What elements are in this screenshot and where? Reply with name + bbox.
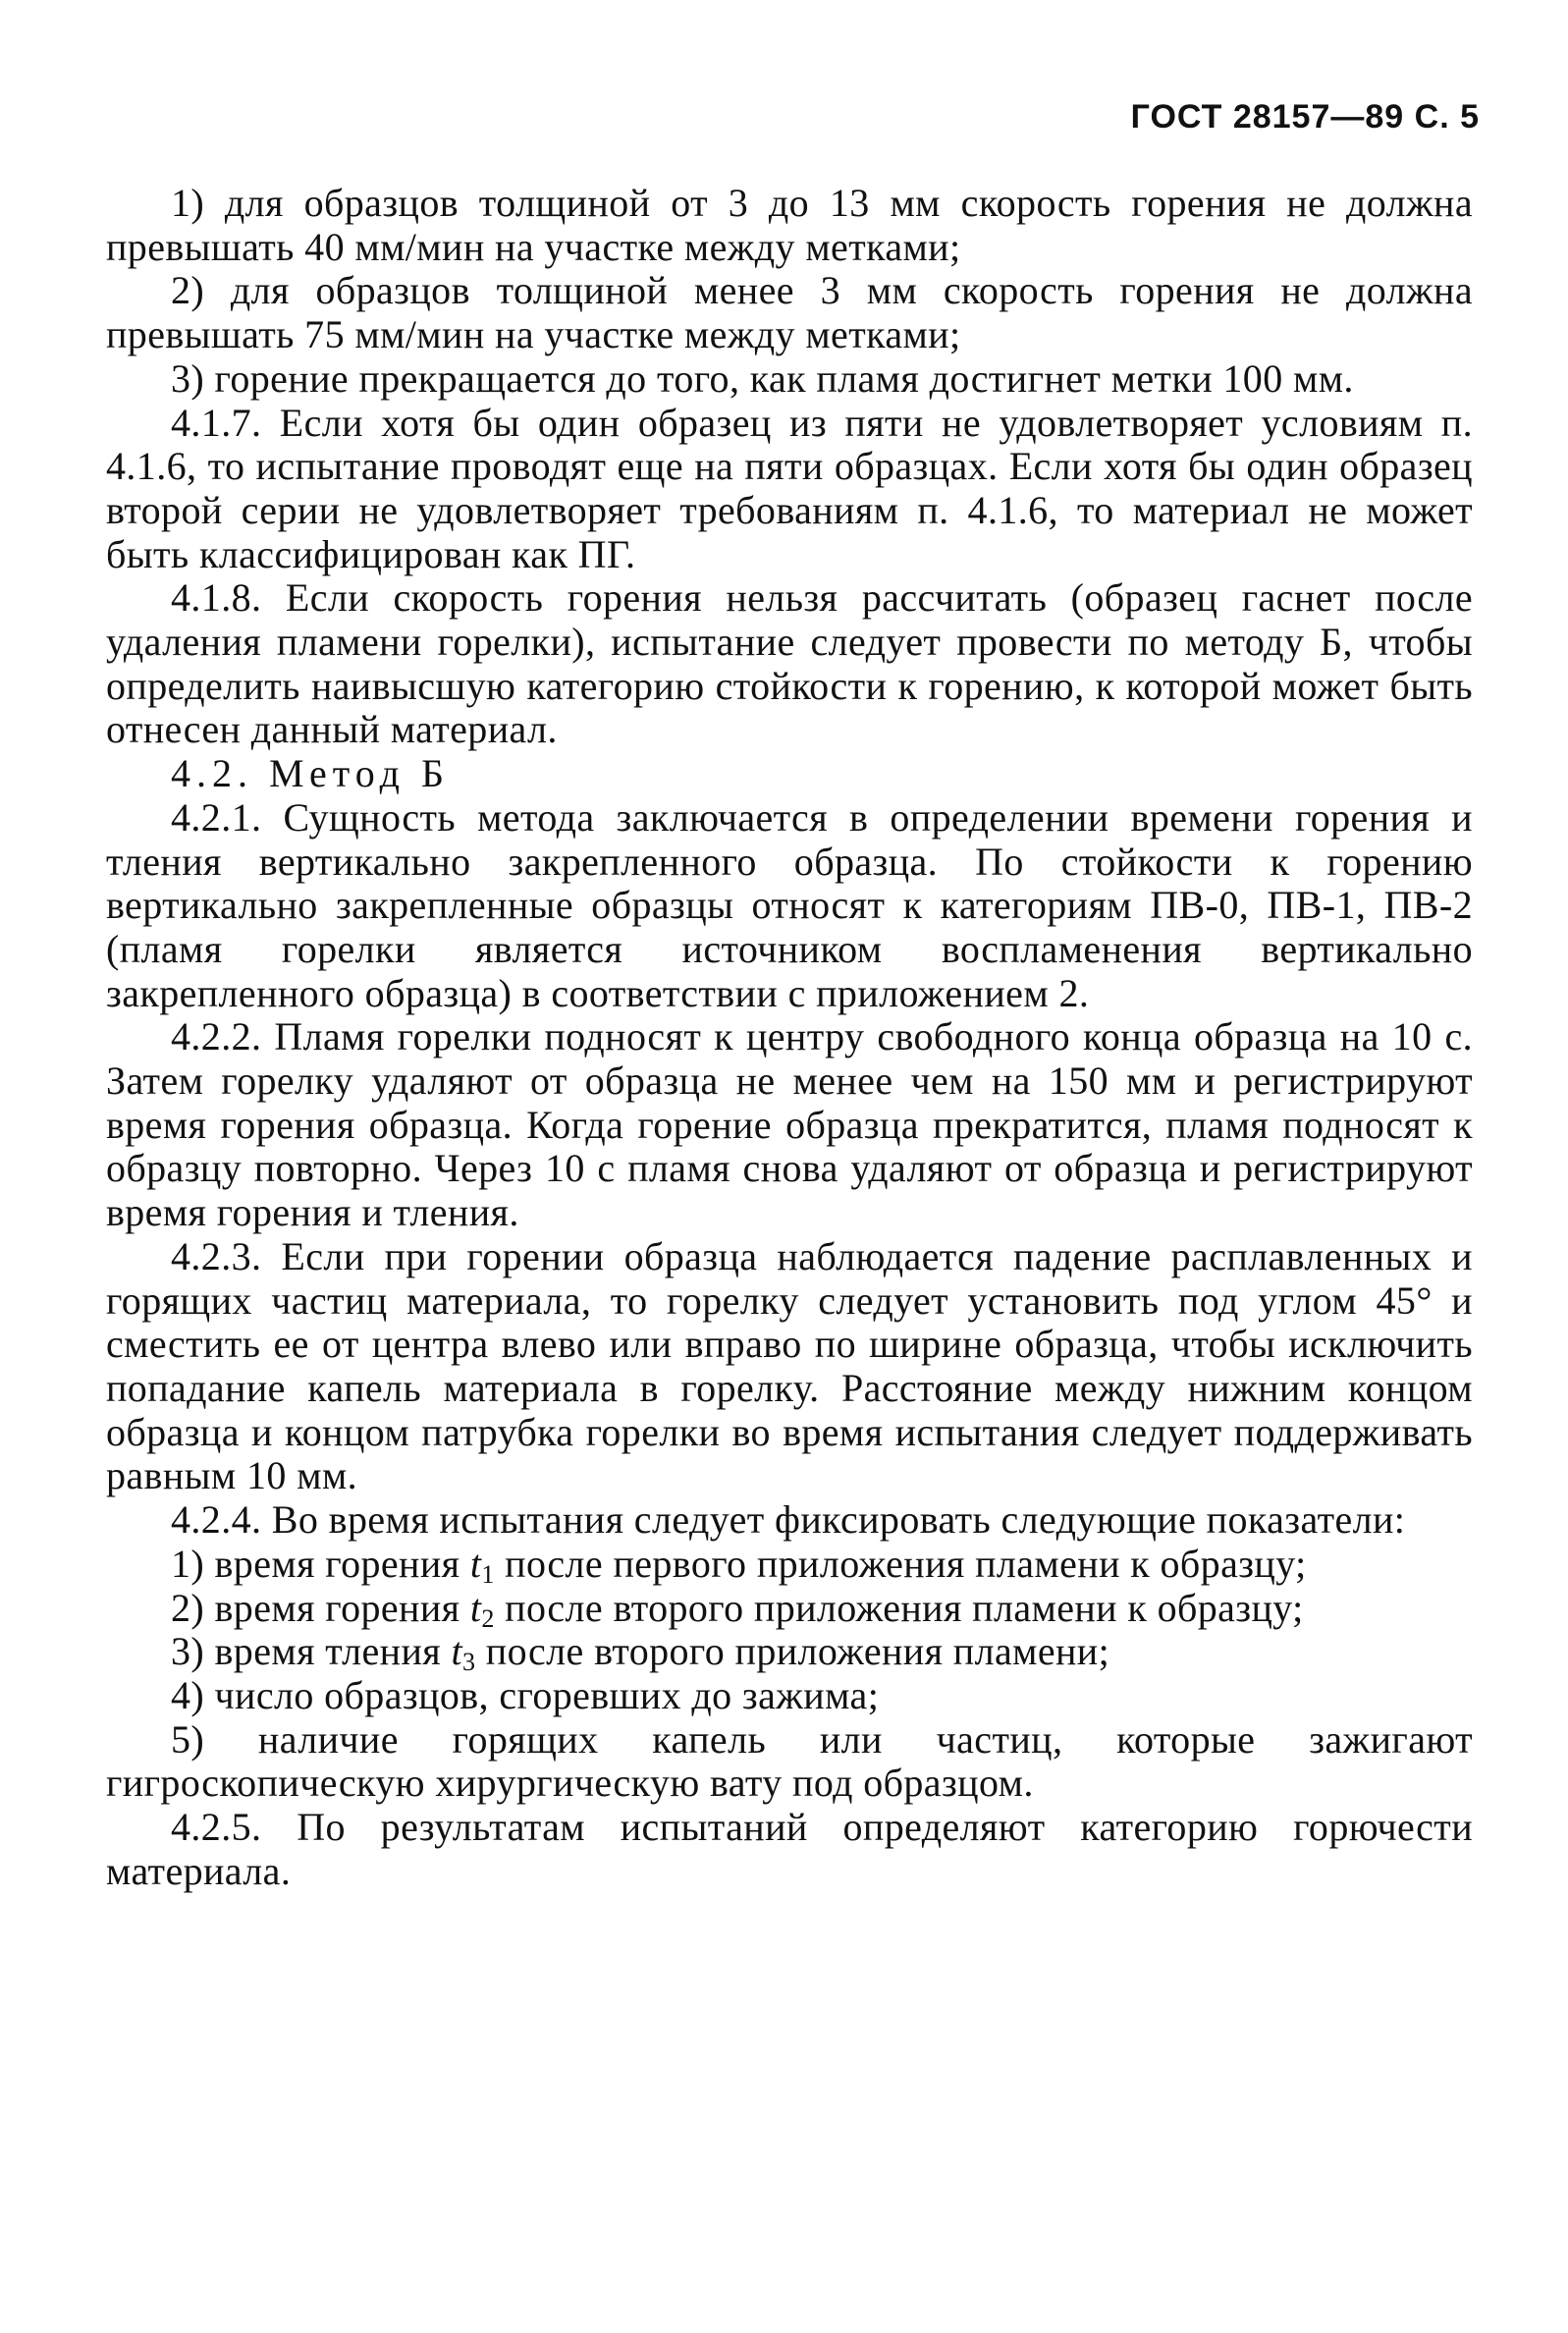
- paragraph: 4.2.2. Пламя горелки подносят к центру свободного конца образца на 10 с. Затем горелку удаляют от образца не менее чем на 150 мм и регистрируют время горения образца. Когда горение образца прекратится, пламя подносят к образцу повторно. Через 10 с пламя снова удаляют от образца и регистрируют время горения и тления.: [106, 1014, 1473, 1235]
- paragraph: 2) для образцов толщиной менее 3 мм скорость горения не должна превышать 75 мм/мин на участке между метками;: [106, 268, 1473, 357]
- paragraph: 3) горение прекращается до того, как пламя достигнет метки 100 мм.: [171, 355, 1354, 401]
- list-item-text: 2) время горения: [171, 1585, 470, 1630]
- page-header: [1131, 98, 1480, 136]
- variable-symbol: t: [469, 1585, 482, 1630]
- list-item-text: после второго приложения пламени;: [475, 1629, 1110, 1674]
- list-item: 4) число образцов, сгоревших до зажима;: [171, 1672, 880, 1717]
- page-number: С. 5: [1414, 98, 1480, 136]
- paragraph: 4.2.3. Если при горении образца наблюдается падение расплавленных и горящих частиц материала, то горелку следует установить под углом 45° и сместить ее от центра влево или вправо по ширине образца, чтобы исключить попадание капель материала в горелку. Расстояние между нижним концом образца и концом патрубка горелки во время испытания следует поддерживать равным 10 мм.: [106, 1233, 1473, 1498]
- paragraph: 1) для образцов толщиной от 3 до 13 мм скорость горения не должна превышать 40 мм/мин на участке между метками;: [106, 181, 1473, 269]
- list-item: [106, 1543, 1473, 1587]
- paragraph: 4.2.1. Сущность метода заключается в определении времени горения и тления вертикально закрепленного образца. По стойкости к горению вертикально закрепленные образцы относят к категориям ПВ-0, ПВ-1, ПВ-2 (пламя горелки является источником воспламенения вертикально закрепленного образца) в соответствии с приложением 2.: [106, 794, 1473, 1015]
- list-item-text: после второго приложения пламени к образцу;: [494, 1585, 1304, 1630]
- standard-number: ГОСТ 28157—89: [1130, 98, 1405, 136]
- variable-subscript: 2: [481, 1603, 495, 1633]
- list-item-text: 3) время тления: [171, 1629, 452, 1674]
- body-text: [106, 182, 1473, 1893]
- variable-symbol: t: [451, 1629, 462, 1674]
- paragraph: 4.1.7. Если хотя бы один образец из пяти не удовлетворяет условиям п. 4.1.6, то испытание проводят еще на пяти образцах. Если хотя бы один образец второй серии не удовлетворяет требованиям п. 4.1.6, то материал не может быть классифицирован как ПГ.: [106, 400, 1473, 576]
- section-heading: 4.2. Метод Б: [171, 751, 450, 796]
- list-item: [106, 1629, 1473, 1677]
- list-item: [106, 1587, 1473, 1631]
- paragraph: 4.1.8. Если скорость горения нельзя рассчитать (образец гаснет после удаления пламени горелки), испытание следует провести по методу Б, чтобы определить наивысшую категорию стойкости к горению, к которой может быть отнесен данный материал.: [106, 575, 1473, 752]
- variable-subscript: 3: [462, 1648, 476, 1677]
- list-item: 5) наличие горящих капель или частиц, которые зажигают гигроскопическую хирургическую вату под образцом.: [106, 1716, 1473, 1806]
- list-item-text: 1) время горения: [171, 1541, 470, 1586]
- variable-symbol: t: [469, 1541, 482, 1586]
- variable-subscript: 1: [481, 1559, 495, 1589]
- paragraph: 4.2.4. Во время испытания следует фиксировать следующие показатели:: [171, 1497, 1406, 1543]
- paragraph: 4.2.5. По результатам испытаний определяют категорию горючести материала.: [106, 1805, 1473, 1893]
- list-item-text: после первого приложения пламени к образцу;: [494, 1541, 1307, 1586]
